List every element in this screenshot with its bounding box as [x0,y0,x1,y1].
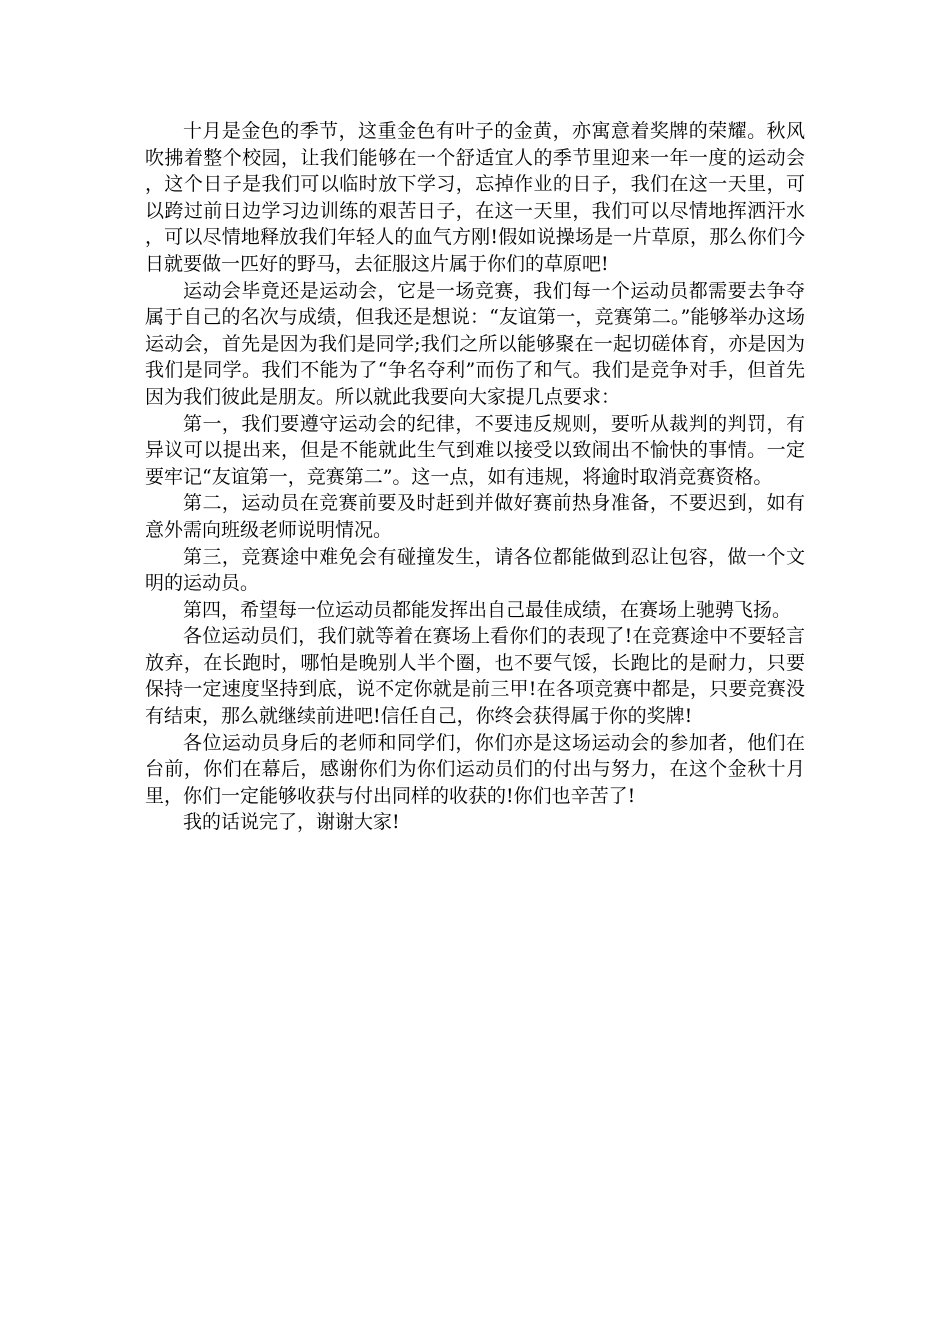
paragraph-rule-three: 第三，竞赛途中难免会有碰撞发生，请各位都能做到忍让包容，做一个文明的运动员。 [145,545,805,595]
paragraph-athletes: 各位运动员们，我们就等着在赛场上看你们的表现了!在竞赛途中不要轻言放弃，在长跑时，哪怕是晚别人半个圈，也不要气馁，长跑比的是耐力，只要保持一定速度坚持到底，说不定你就是前三甲!在各项竞赛中都是，只要竞赛没有结束，那么就继续前进吧!信任自己，你终会获得属于你的奖牌! [145,625,805,728]
paragraph-closing: 我的话说完了，谢谢大家! [183,811,400,834]
paragraph-friendship: 运动会毕竟还是运动会，它是一场竞赛，我们每一个运动员都需要去争夺属于自己的名次与成绩，但我还是想说：“友谊第一，竞赛第二。”能够举办这场运动会，首先是因为我们是同学;我们之所以能够聚在一起切磋体育，亦是因为我们是同学。我们不能为了“争名夺利”而伤了和气。我们是竞争对手，但首先因为我们彼此是朋友。所以就此我要向大家提几点要求： [145,279,805,408]
paragraph-rule-two: 第二，运动员在竞赛前要及时赶到并做好赛前热身准备，不要迟到，如有意外需向班级老师说明情况。 [145,492,805,541]
paragraph-opening: 十月是金色的季节，这重金色有叶子的金黄，亦寓意着奖牌的荣耀。秋风吹拂着整个校园，让我们能够在一个舒适宜人的季节里迎来一年一度的运动会，这个日子是我们可以临时放下学习，忘掉作业的日子，我们在这一天里，可以跨过前日边学习边训练的艰苦日子，在这一天里，我们可以尽情地挥洒汗水，可以尽情地释放我们年轻人的血气方刚!假如说操场是一片草原，那么你们今日就要做一匹好的野马，去征服这片属于你们的草原吧! [145,120,805,275]
paragraph-teachers: 各位运动员身后的老师和同学们，你们亦是这场运动会的参加者，他们在台前，你们在幕后，感谢你们为你们运动员们的付出与努力，在这个金秋十月里，你们一定能够收获与付出同样的收获的!你们也辛苦了! [145,731,805,807]
paragraph-rule-one: 第一，我们要遵守运动会的纪律，不要违反规则，要听从裁判的判罚，有异议可以提出来，但是不能就此生气到难以接受以致闹出不愉快的事情。一定要牢记“友谊第一，竞赛第二”。这一点，如有违规，将逾时取消竞赛资格。 [145,412,805,488]
document-page [145,118,805,836]
paragraph-rule-four: 第四，希望每一位运动员都能发挥出自己最佳成绩，在赛场上驰骋飞扬。 [183,598,792,621]
